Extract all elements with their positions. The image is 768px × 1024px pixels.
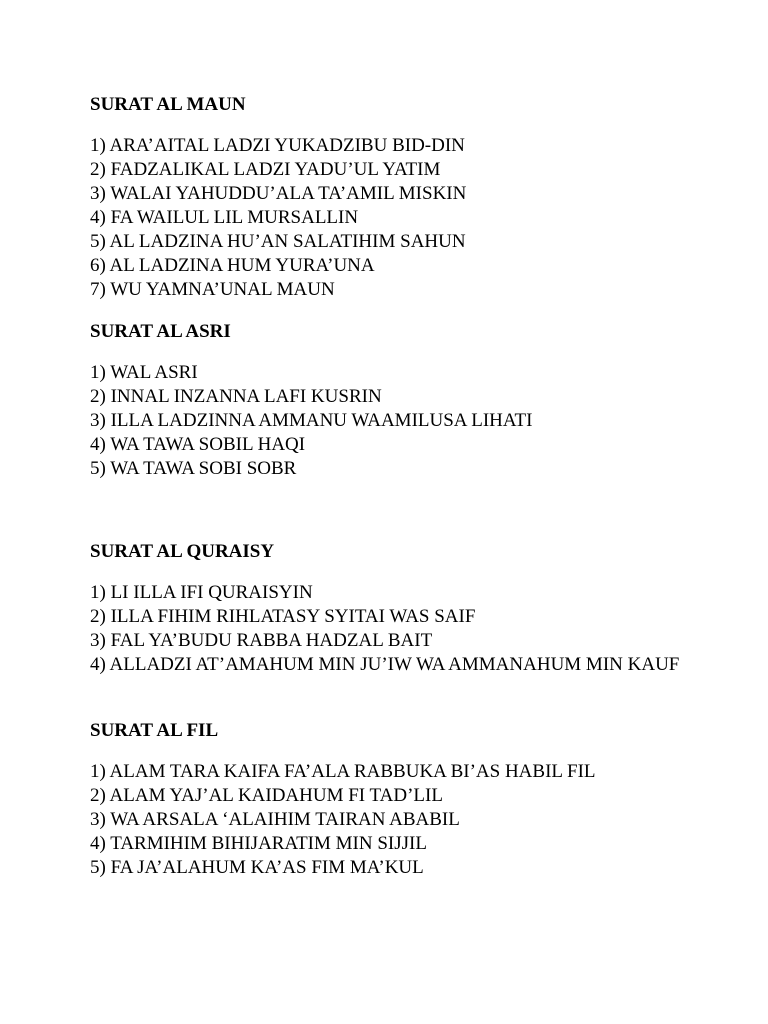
section-title: SURAT AL ASRI [90, 321, 231, 342]
verse-line: 2) FADZALIKAL LADZI YADU’UL YATIM [90, 159, 441, 180]
verse-line: 4) WA TAWA SOBIL HAQI [90, 434, 306, 455]
section-surat-al-quraisy [90, 540, 730, 677]
section-surat-al-maun [90, 93, 730, 302]
verse-list [90, 581, 730, 677]
verse-line: 2) INNAL INZANNA LAFI KUSRIN [90, 386, 382, 407]
verse-line: 6) AL LADZINA HUM YURA’UNA [90, 255, 375, 276]
verse-line: 5) AL LADZINA HU’AN SALATIHIM SAHUN [90, 231, 466, 252]
verse-line: 3) FAL YA’BUDU RABBA HADZAL BAIT [90, 630, 433, 651]
section-title: SURAT AL QURAISY [90, 541, 275, 562]
verse-line: 1) ARA’AITAL LADZI YUKADZIBU BID-DIN [90, 135, 465, 156]
section-title: SURAT AL FIL [90, 720, 219, 741]
verse-list [90, 760, 730, 880]
section-title: SURAT AL MAUN [90, 94, 246, 115]
verse-line: 5) FA JA’ALAHUM KA’AS FIM MA’KUL [90, 857, 424, 878]
verse-line: 2) ALAM YAJ’AL KAIDAHUM FI TAD’LIL [90, 785, 443, 806]
verse-line: 2) ILLA FIHIM RIHLATASY SYITAI WAS SAIF [90, 606, 476, 627]
verse-list [90, 361, 730, 481]
verse-line: 1) WAL ASRI [90, 362, 198, 383]
verse-line: 3) ILLA LADZINNA AMMANU WAAMILUSA LIHATI [90, 410, 533, 431]
verse-line: 5) WA TAWA SOBI SOBR [90, 458, 297, 479]
verse-line: 4) ALLADZI AT’AMAHUM MIN JU’IW WA AMMANAHUM MIN KAUF [90, 654, 680, 675]
verse-line: 1) ALAM TARA KAIFA FA’ALA RABBUKA BI’AS HABIL FIL [90, 761, 596, 782]
verse-list [90, 134, 730, 302]
verse-line: 3) WA ARSALA ‘ALAIHIM TAIRAN ABABIL [90, 809, 460, 830]
verse-line: 3) WALAI YAHUDDU’ALA TA’AMIL MISKIN [90, 183, 467, 204]
section-surat-al-asri [90, 320, 730, 481]
section-surat-al-fil [90, 719, 730, 880]
verse-line: 1) LI ILLA IFI QURAISYIN [90, 582, 313, 603]
verse-line: 4) FA WAILUL LIL MURSALLIN [90, 207, 359, 228]
verse-line: 4) TARMIHIM BIHIJARATIM MIN SIJJIL [90, 833, 427, 854]
verse-line: 7) WU YAMNA’UNAL MAUN [90, 279, 335, 300]
